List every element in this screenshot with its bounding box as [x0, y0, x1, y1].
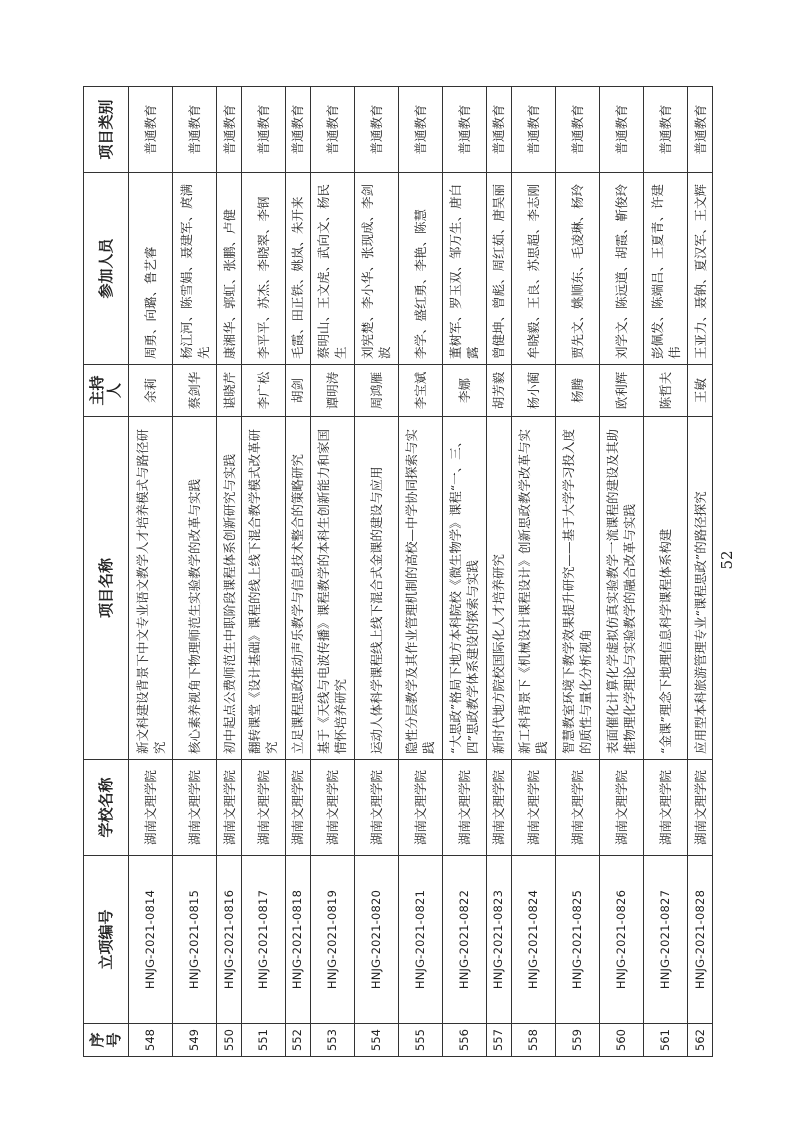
cell-members: 李学、盛红勇、李艳、陈慧 [398, 173, 442, 365]
cell-host: 谭明涛 [310, 365, 354, 417]
cell-members: 蔡明山、王文虎、武向文、杨民生 [310, 173, 354, 365]
cell-school: 湖南文理学院 [129, 760, 173, 856]
header-seq: 序号 [84, 1024, 129, 1057]
cell-members: 贾先文、姚顺东、毛凌琳、杨玲 [555, 173, 599, 365]
cell-project-name: 新文科建设背景下中文专业语文教学人才培养模式与路径研究 [129, 417, 173, 760]
cell-code: HNJG-2021-0814 [129, 856, 173, 1024]
cell-host: 李宝斌 [398, 365, 442, 417]
cell-seq: 550 [217, 1024, 242, 1057]
table-row [285, 87, 310, 1057]
cell-members: 牟晓毅、王良、苏思超、李志刚 [511, 173, 555, 365]
cell-type: 普通教育 [442, 87, 486, 173]
cell-seq: 559 [555, 1024, 599, 1057]
cell-host: 周鸿雁 [354, 365, 398, 417]
cell-project-name: 初中起点公费师范生中职阶段课程体系创新研究与实践 [217, 417, 242, 760]
cell-code: HNJG-2021-0816 [217, 856, 242, 1024]
cell-code: HNJG-2021-0820 [354, 856, 398, 1024]
table-row [487, 87, 512, 1057]
cell-type: 普通教育 [354, 87, 398, 173]
cell-type: 普通教育 [555, 87, 599, 173]
cell-school: 湖南文理学院 [398, 760, 442, 856]
cell-host: 陈哲夫 [644, 365, 688, 417]
cell-seq: 558 [511, 1024, 555, 1057]
cell-school: 湖南文理学院 [354, 760, 398, 856]
table-row [644, 87, 688, 1057]
cell-school: 湖南文理学院 [442, 760, 486, 856]
cell-project-name: 核心素养视角下物理师范生实验教学的改革与实践 [173, 417, 217, 760]
cell-seq: 555 [398, 1024, 442, 1057]
cell-host: 李娜 [442, 365, 486, 417]
cell-project-name: 运动人体科学课程线上线下混合式金课的建设与应用 [354, 417, 398, 760]
cell-code: HNJG-2021-0815 [173, 856, 217, 1024]
cell-host: 杨腾 [555, 365, 599, 417]
table-row [310, 87, 354, 1057]
cell-members: 董树军、罗玉双、邹万生、唐白露 [442, 173, 486, 365]
cell-type: 普通教育 [644, 87, 688, 173]
table-row [241, 87, 285, 1057]
cell-type: 普通教育 [688, 87, 713, 173]
cell-host: 胡剑 [285, 365, 310, 417]
cell-members: 周勇、向璐、鲁艺睿 [129, 173, 173, 365]
cell-seq: 549 [173, 1024, 217, 1057]
table-row [398, 87, 442, 1057]
header-code: 立项编号 [84, 856, 129, 1024]
cell-type: 普通教育 [285, 87, 310, 173]
cell-type: 普通教育 [487, 87, 512, 173]
cell-code: HNJG-2021-0826 [599, 856, 643, 1024]
table-body [129, 87, 713, 1057]
cell-code: HNJG-2021-0819 [310, 856, 354, 1024]
cell-type: 普通教育 [173, 87, 217, 173]
cell-code: HNJG-2021-0827 [644, 856, 688, 1024]
cell-school: 湖南文理学院 [555, 760, 599, 856]
cell-type: 普通教育 [310, 87, 354, 173]
cell-school: 湖南文理学院 [285, 760, 310, 856]
cell-school: 湖南文理学院 [310, 760, 354, 856]
cell-project-name: 新时代地方院校国际化人才培养研究 [487, 417, 512, 760]
cell-project-name: 智慧教室环境下教学效果提升研究——基于大学学习投入度的质性与量化分析视角 [555, 417, 599, 760]
header-type: 项目类别 [84, 87, 129, 173]
table-row [129, 87, 173, 1057]
cell-host: 胡芳毅 [487, 365, 512, 417]
cell-members: 王亚力、聂钠、夏汉军、王文辉 [688, 173, 713, 365]
cell-seq: 552 [285, 1024, 310, 1057]
table-header-row [84, 87, 129, 1057]
cell-type: 普通教育 [599, 87, 643, 173]
cell-members: 李平平、苏杰、李晓翠、李钢 [241, 173, 285, 365]
cell-seq: 560 [599, 1024, 643, 1057]
table-row [555, 87, 599, 1057]
rotated-table-container [83, 87, 713, 1057]
cell-type: 普通教育 [398, 87, 442, 173]
cell-code: HNJG-2021-0817 [241, 856, 285, 1024]
cell-type: 普通教育 [129, 87, 173, 173]
cell-school: 湖南文理学院 [599, 760, 643, 856]
cell-seq: 556 [442, 1024, 486, 1057]
cell-seq: 562 [688, 1024, 713, 1057]
cell-type: 普通教育 [511, 87, 555, 173]
cell-host: 余莉 [129, 365, 173, 417]
cell-code: HNJG-2021-0824 [511, 856, 555, 1024]
cell-seq: 553 [310, 1024, 354, 1057]
cell-members: 康湘华、郭虹、张鹏、卢健 [217, 173, 242, 365]
cell-school: 湖南文理学院 [511, 760, 555, 856]
cell-school: 湖南文理学院 [487, 760, 512, 856]
cell-school: 湖南文理学院 [173, 760, 217, 856]
page-number: 52 [718, 550, 736, 570]
cell-code: HNJG-2021-0825 [555, 856, 599, 1024]
cell-members: 杨江河、陈雪娟、聂建军、庹满先 [173, 173, 217, 365]
cell-school: 湖南文理学院 [688, 760, 713, 856]
cell-project-name: 立足课程思政推动声乐教学与信息技术整合的策略研究 [285, 417, 310, 760]
cell-type: 普通教育 [241, 87, 285, 173]
cell-project-name: “大思政”格局下地方本科院校《微生物学》课程“一、三、四”思政教学体系建设的探索与实践 [442, 417, 486, 760]
cell-project-name: 表面催化计算化学虚拟仿真实验教学一流课程的建设及其助推物理化学理论与实验教学的融合改革与实践 [599, 417, 643, 760]
cell-code: HNJG-2021-0818 [285, 856, 310, 1024]
cell-members: 毛霞、田正铁、姚岚、朱开来 [285, 173, 310, 365]
table-row [217, 87, 242, 1057]
table-row [442, 87, 486, 1057]
cell-host: 王敏 [688, 365, 713, 417]
cell-type: 普通教育 [217, 87, 242, 173]
header-name: 项目名称 [84, 417, 129, 760]
project-table [83, 86, 713, 1057]
cell-seq: 557 [487, 1024, 512, 1057]
cell-host: 李广松 [241, 365, 285, 417]
cell-seq: 554 [354, 1024, 398, 1057]
table-row [688, 87, 713, 1057]
cell-project-name: 应用型本科旅游管理专业“课程思政”的路径探究 [688, 417, 713, 760]
cell-members: 彭佩发、陈端吕、王夏青、许建伟 [644, 173, 688, 365]
table-row [354, 87, 398, 1057]
cell-members: 刘学文、陈远道、胡霞、靳俊玲 [599, 173, 643, 365]
header-host: 主持人 [84, 365, 129, 417]
cell-project-name: 翻转课堂《设计基础》课程的线上线下混合教学模式改革研究 [241, 417, 285, 760]
table-row [599, 87, 643, 1057]
cell-code: HNJG-2021-0823 [487, 856, 512, 1024]
table-row [511, 87, 555, 1057]
cell-code: HNJG-2021-0828 [688, 856, 713, 1024]
cell-project-name: 新工科背景下《机械设计课程设计》创新思政教学改革与实践 [511, 417, 555, 760]
cell-seq: 561 [644, 1024, 688, 1057]
cell-host: 蔡剑华 [173, 365, 217, 417]
header-members: 参加人员 [84, 173, 129, 365]
cell-host: 杨小蔺 [511, 365, 555, 417]
cell-code: HNJG-2021-0822 [442, 856, 486, 1024]
cell-members: 曾健坤、曾彪、周红茹、唐昊丽 [487, 173, 512, 365]
header-school: 学校名称 [84, 760, 129, 856]
cell-project-name: “金课”理念下地理信息科学课程体系构建 [644, 417, 688, 760]
cell-school: 湖南文理学院 [644, 760, 688, 856]
cell-project-name: 隐性分层教学及其作业管理机制的高校—中学协同探索与实践 [398, 417, 442, 760]
cell-seq: 551 [241, 1024, 285, 1057]
cell-members: 刘宪楚、李小华、张现成、李剑波 [354, 173, 398, 365]
cell-school: 湖南文理学院 [241, 760, 285, 856]
cell-project-name: 基于《天线与电波传播》课程教学的本科生创新能力和家国情怀培养研究 [310, 417, 354, 760]
cell-host: 欧利辉 [599, 365, 643, 417]
cell-host: 谌晓芹 [217, 365, 242, 417]
cell-seq: 548 [129, 1024, 173, 1057]
table-row [173, 87, 217, 1057]
cell-school: 湖南文理学院 [217, 760, 242, 856]
cell-code: HNJG-2021-0821 [398, 856, 442, 1024]
